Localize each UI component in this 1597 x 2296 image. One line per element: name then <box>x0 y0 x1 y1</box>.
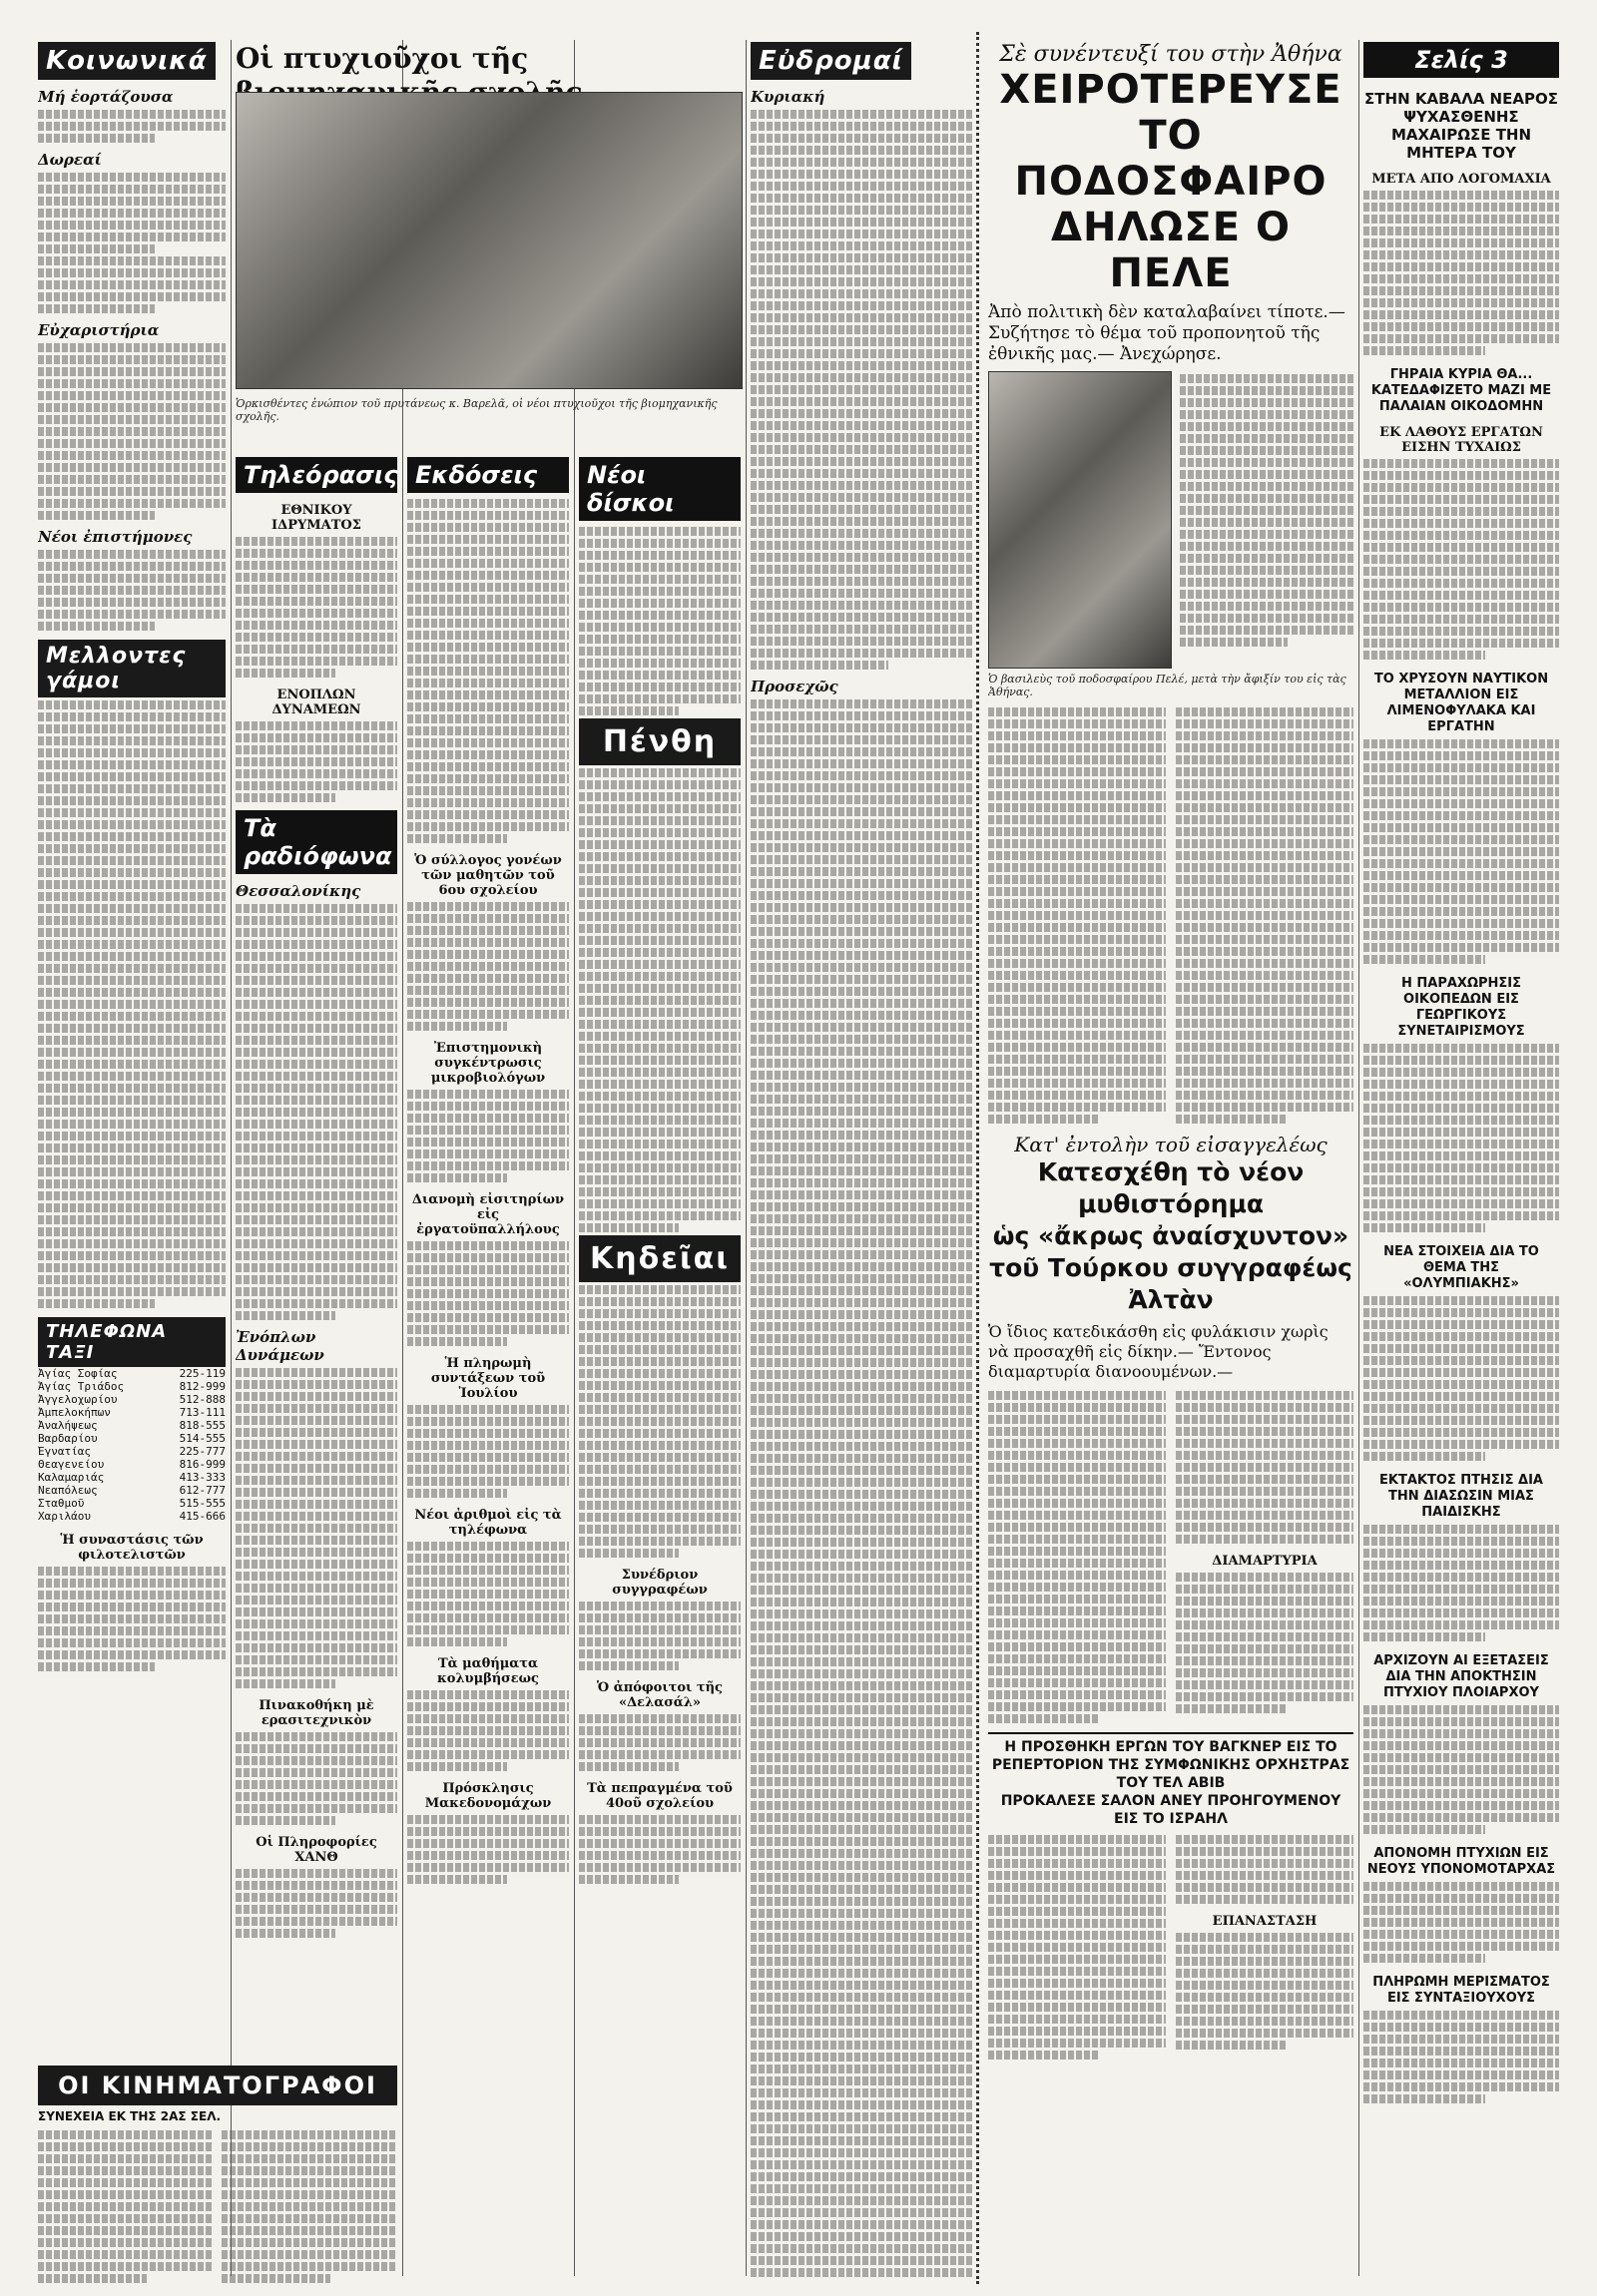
subhead: ΜΕΤΑ ΑΠΟ ΛΟΓΟΜΑΧΙΑ <box>1371 172 1551 187</box>
subhead: Θεσσαλονίκης <box>236 882 361 900</box>
section-kicker-publications: Εκδόσεις <box>407 457 569 493</box>
subhead: Ἐνόπλων Δυνάμεων <box>236 1328 324 1364</box>
taxi-phone-row <box>38 1367 226 1380</box>
story-deck: Ὁ ἴδιος κατεδικάσθη εἰς φυλάκισιν χωρὶς νὰ προσαχθῆ εἰς δίκην.— Ἔντονος διαμαρτυρία διανοουμένων.— <box>988 1322 1329 1381</box>
headline-line: ΧΕΙΡΟΤΕΡΕΥΣΕ <box>999 67 1342 113</box>
taxi-station-name: Σταθμοῦ <box>38 1497 85 1510</box>
subhead: Δωρεαί <box>38 151 102 169</box>
taxi-phone-number: 225-777 <box>179 1445 226 1458</box>
section-kicker-society: Κοινωνικά <box>38 42 216 80</box>
subhead: ΕΝΟΠΛΩΝ ΔΥΝΑΜΕΩΝ <box>271 688 361 717</box>
subhead: Ἡ πληρωμὴ συντάξεων τοῦ Ἰουλίου <box>430 1356 546 1401</box>
page-title: Οἱ πτυχιοῦχοι τῆς <box>236 42 741 112</box>
taxi-station-name: Βαρδαρίου <box>38 1432 98 1445</box>
column-publications <box>407 457 569 2278</box>
subhead: ΔΙΑΜΑΡΤΥΡΙΑ <box>1212 1554 1318 1569</box>
kicker-line: Σὲ συνέντευξί του στὴν Ἀθήνα <box>999 42 1342 67</box>
section-kicker-funerals: Κηδεῖαι <box>579 1235 741 1282</box>
subhead: ΕΚ ΛΑΘΟΥΣ ΕΡΓΑΤΩΝ ΕΙΣΗΝ ΤΥΧΑΙΩΣ <box>1379 425 1543 455</box>
taxi-phone-row <box>38 1458 226 1471</box>
brief-headline: ΑΠΟΝΟΜΗ ΠΤΥΧΙΩΝ ΕΙΣ ΝΕΟΥΣ ΥΠΟΝΟΜΟΤΑΡΧΑΣ <box>1366 1846 1556 1877</box>
headline-line: Η ΠΡΟΣΘΗΚΗ ΕΡΓΩΝ ΤΟΥ ΒΑΓΚΝΕΡ ΕΙΣ ΤΟ ΡΕΠΕΡΤΟΡΙΟΝ ΤΗΣ ΣΥΜΦΩΝΙΚΗΣ ΟΡΧΗΣΤΡΑΣ ΤΟΥ ΤΕΛ ΑΒΙΒ <box>988 1732 1353 1792</box>
column-mourning <box>579 457 741 2278</box>
column-rule <box>231 40 232 2276</box>
taxi-phone-number: 818-555 <box>179 1419 226 1432</box>
section-kicker-radio: Τὰ ραδιόφωνα <box>236 810 397 874</box>
taxi-station-name: Ἁγίας Τριάδος <box>38 1380 125 1393</box>
taxi-station-name: Ἀμπελοκήπων <box>38 1406 111 1419</box>
taxi-phone-number: 415-666 <box>179 1510 226 1523</box>
subhead: Πινακοθήκη μὲ ερασιτεχνικὸν <box>259 1698 374 1728</box>
subhead: Ὁ σύλλογος γονέων τῶν μαθητῶν τοῦ 6ου σχολείου <box>414 853 562 898</box>
section-kicker-taxi-phones: ΤΗΛΕΦΩΝΑ ΤΑΞΙ <box>38 1317 226 1367</box>
subhead: Οἱ Πληροφορίες ΧΑΝΘ <box>256 1835 377 1865</box>
section-kicker-excursions: Εὐδρομαί <box>751 42 911 80</box>
pele-photo <box>988 371 1172 669</box>
section-kicker-records: Νέοι δίσκοι <box>579 457 741 521</box>
headline-line: τοῦ Τούρκου συγγραφέως Ἀλτὰν <box>989 1253 1352 1314</box>
cinema-section <box>38 2066 397 2286</box>
subhead: Ἐπιστημονικὴ συγκέντρωσις μικροβιολόγων <box>430 1041 546 1086</box>
subhead: Ἡ συναστάσις τῶν φιλοτελιστῶν <box>60 1533 204 1563</box>
headline-line: ΤΟ ΠΟΔΟΣΦΑΙΡΟ <box>1014 113 1328 205</box>
taxi-phone-number: 713-111 <box>179 1406 226 1419</box>
subhead: Νέοι ἐπιστήμονες <box>38 528 193 546</box>
subhead: Διανομὴ εἰσιτηρίων εἰς ἐργατοϋπαλλήλους <box>411 1192 565 1237</box>
subhead: Κυριακή <box>751 88 825 106</box>
photo-caption: Ὁ βασιλεὺς τοῦ ποδοσφαίρου Πελέ, μετὰ τὴν ἄφιξίν του εἰς τὰς Ἀθήνας. <box>988 673 1346 698</box>
brief-headline: ΓΗΡΑΙΑ ΚΥΡΙΑ ΘΑ... ΚΑΤΕΔΑΦΙΖΕΤΟ ΜΑΖΙ ΜΕ ΠΑΛΑΙΑΝ ΟΙΚΟΔΟΜΗΝ <box>1370 367 1552 414</box>
photo-caption: Ὁρκισθέντες ἐνώπιον τοῦ πρυτάνεως κ. Βαρελᾶ, οἱ νέοι πτυχιοῦχοι τῆς βιομηχανικῆς σχολῆς. <box>236 397 718 423</box>
brief-headline: ΣΤΗΝ ΚΑΒΑΛΑ ΝΕΑΡΟΣ ΨΥΧΑΣΘΕΝΗΣ ΜΑΧΑΙΡΩΣΕ ΤΗΝ ΜΗΤΕΡΑ ΤΟΥ <box>1364 90 1558 162</box>
column-rule <box>746 40 747 2276</box>
headline-line: Κατεσχέθη τὸ νέον μυθιστόρημα <box>1037 1157 1305 1218</box>
taxi-phone-table <box>38 1367 226 1523</box>
taxi-phone-row <box>38 1432 226 1445</box>
taxi-phone-number: 514-555 <box>179 1432 226 1445</box>
page-fold-divider <box>976 32 979 2284</box>
brief-headline: ΕΚΤΑΚΤΟΣ ΠΤΗΣΙΣ ΔΙΑ ΤΗΝ ΔΙΑΣΩΣΙΝ ΜΙΑΣ ΠΑΙΔΙΣΚΗΣ <box>1379 1473 1543 1520</box>
taxi-station-name: Ἀγίας Σοφίας <box>38 1367 118 1380</box>
subhead: Εὐχαριστήρια <box>38 321 160 339</box>
continued-note: ΣΥΝΕΧΕΙΑ ΕΚ ΤΗΣ 2ΑΣ ΣΕΛ. <box>38 2109 222 2123</box>
taxi-station-name: Χαριλάου <box>38 1510 91 1523</box>
taxi-phone-number: 515-555 <box>179 1497 226 1510</box>
section-kicker-cinemas: ΟΙ ΚΙΝΗΜΑΤΟΓΡΑΦΟΙ <box>38 2066 397 2105</box>
brief-headline: ΤΟ ΧΡΥΣΟΥΝ ΝΑΥΤΙΚΟΝ ΜΕΤΑΛΛΙΟΝ ΕΙΣ ΛΙΜΕΝΟΦΥΛΑΚΑ ΚΑΙ ΕΡΓΑΤΗΝ <box>1373 672 1549 734</box>
taxi-station-name: Ἀγγελοχωρίου <box>38 1393 118 1406</box>
column-rule <box>1358 40 1359 2276</box>
taxi-station-name: Ἐγνατίας <box>38 1445 91 1458</box>
subhead: Νέοι ἀριθμοὶ εἰς τὰ τηλέφωνα <box>414 1508 562 1538</box>
taxi-phone-number: 812-999 <box>179 1380 226 1393</box>
taxi-phone-number: 816-999 <box>179 1458 226 1471</box>
taxi-phone-row <box>38 1419 226 1432</box>
headline-line: ΠΡΟΚΑΛΕΣΕ ΣΑΛΟΝ ΑΝΕΥ ΠΡΟΗΓΟΥΜΕΝΟΥ ΕΙΣ ΤΟ ΙΣΡΑΗΛ <box>1000 1793 1341 1827</box>
taxi-phone-row <box>38 1471 226 1484</box>
headline-line: ΔΗΛΩΣΕ Ο ΠΕΛΕ <box>1051 205 1291 296</box>
taxi-station-name: Θεαγενείου <box>38 1458 105 1471</box>
taxi-station-name: Καλαμαριάς <box>38 1471 105 1484</box>
column-page3-briefs <box>1363 42 1559 2278</box>
taxi-phone-number: 413-333 <box>179 1471 226 1484</box>
subhead: Συνέδριον συγγραφέων <box>612 1568 708 1598</box>
taxi-phone-row <box>38 1484 226 1497</box>
subhead: Μή ἑορτάζουσα <box>38 88 174 106</box>
taxi-phone-row <box>38 1497 226 1510</box>
column-excursions <box>751 42 972 2278</box>
subhead: Τὰ μαθήματα κολυμβήσεως <box>437 1656 539 1686</box>
taxi-station-name: Νεαπόλεως <box>38 1484 98 1497</box>
section-kicker-tv: Τηλεόρασις <box>236 457 397 493</box>
brief-headline: ΝΕΑ ΣΤΟΙΧΕΙΑ ΔΙΑ ΤΟ ΘΕΜΑ ΤΗΣ «ΟΛΥΜΠΙΑΚΗΣ» <box>1383 1244 1539 1291</box>
taxi-phone-number: 225-119 <box>179 1367 226 1380</box>
subhead: Τὰ πεπραγμένα τοῦ 40οῦ σχολείου <box>587 1781 733 1811</box>
taxi-phone-row <box>38 1393 226 1406</box>
brief-headline: ΠΛΗΡΩΜΗ ΜΕΡΙΣΜΑΤΟΣ ΕΙΣ ΣΥΝΤΑΞΙΟΥΧΟΥΣ <box>1372 1975 1550 2006</box>
section-kicker-page3: Σελίς 3 <box>1363 42 1559 78</box>
taxi-phone-row <box>38 1380 226 1393</box>
graduates-photo <box>236 92 743 389</box>
taxi-phone-row <box>38 1406 226 1419</box>
column-tv-radio <box>236 457 397 2278</box>
section-kicker-mourning: Πένθη <box>579 718 741 765</box>
subhead: Ὁ ἀπόφοιτοι τῆς «Δελασάλ» <box>597 1680 723 1710</box>
taxi-phone-row <box>38 1445 226 1458</box>
taxi-phone-number: 612-777 <box>179 1484 226 1497</box>
subhead: Πρόσκλησις Μακεδονομάχων <box>424 1781 552 1811</box>
kicker-line: Κατ' ἐντολὴν τοῦ εἰσαγγελέως <box>1014 1133 1328 1156</box>
taxi-phone-row <box>38 1510 226 1523</box>
brief-headline: ΑΡΧΙΖΟΥΝ ΑΙ ΕΞΕΤΑΣΕΙΣ ΔΙΑ ΤΗΝ ΑΠΟΚΤΗΣΙΝ ΠΤΥΧΙΟΥ ΠΛΟΙΑΡΧΟΥ <box>1373 1653 1549 1700</box>
subhead: ΕΘΝΙΚΟΥ ΙΔΡΥΜΑΤΟΣ <box>271 503 361 533</box>
story-deck: Ἀπὸ πολιτικὴ δὲν καταλαβαίνει τίποτε.— Συζήτησε τὸ θέμα τοῦ προπονητοῦ τῆς ἐθνικῆς μας.— Ἀνεχώρησε. <box>988 302 1345 364</box>
brief-headline: Η ΠΑΡΑΧΩΡΗΣΙΣ ΟΙΚΟΠΕΔΩΝ ΕΙΣ ΓΕΩΡΓΙΚΟΥΣ ΣΥΝΕΤΑΙΡΙΣΜΟΥΣ <box>1397 976 1525 1039</box>
taxi-phone-number: 512-888 <box>179 1393 226 1406</box>
headline-line: ὡς «ἄκρως ἀναίσχυντον» <box>992 1221 1349 1250</box>
column-society <box>38 42 226 2278</box>
subhead: ΕΠΑΝΑΣΤΑΣΗ <box>1212 1914 1318 1929</box>
section-kicker-weddings: Μελλοντες γάμοι <box>38 640 226 697</box>
subhead: Προσεχῶς <box>751 678 838 695</box>
taxi-station-name: Ἀναλήψεως <box>38 1419 98 1432</box>
column-pele-story <box>988 42 1353 2278</box>
